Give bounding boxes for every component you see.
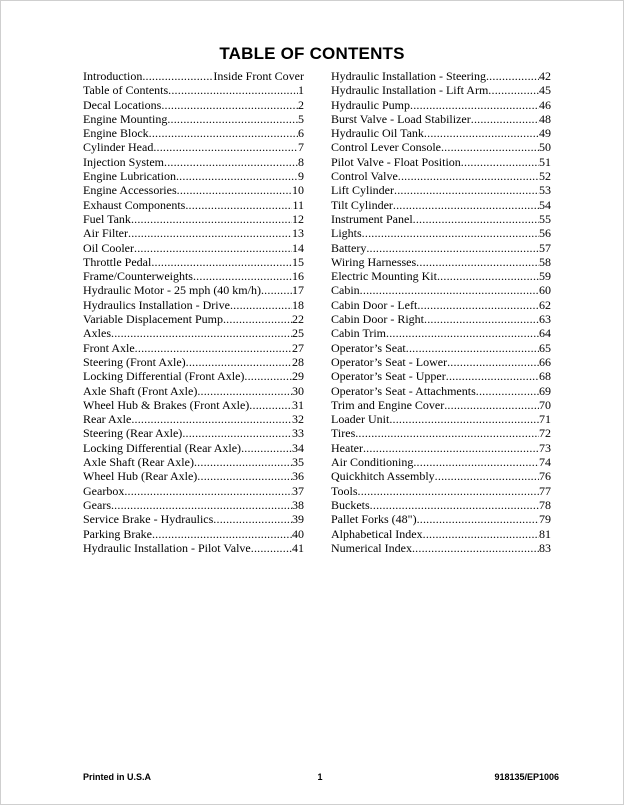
dot-leader (486, 69, 539, 83)
toc-entry (331, 498, 551, 512)
toc-entry-page: 59 (539, 269, 551, 284)
toc-entry (83, 183, 304, 197)
toc-entry-page: 1 (298, 83, 304, 98)
toc-entry-label: Control Valve (331, 169, 398, 184)
toc-entry-page: 39 (292, 512, 304, 527)
toc-entry-label: Parking Brake (83, 526, 152, 541)
dot-leader (398, 169, 539, 183)
toc-entry-page: 55 (539, 211, 551, 226)
dot-leader (244, 369, 292, 383)
toc-entry-label: Operator’s Seat - Lower (331, 354, 448, 369)
toc-entry-label: Electric Mounting Kit (331, 269, 437, 284)
toc-entry-label: Frame/Counterweights (83, 269, 193, 284)
toc-entry (331, 255, 551, 269)
toc-entry-label: Burst Valve - Load Stabilizer (331, 111, 471, 126)
toc-entry-page: 66 (539, 354, 551, 369)
dot-leader (131, 212, 292, 226)
toc-entry-page: 50 (539, 140, 551, 155)
dot-leader (488, 83, 539, 97)
dot-leader (230, 298, 292, 312)
toc-entry-label: Trim and Engine Cover (331, 397, 445, 412)
toc-entry-page: 73 (539, 440, 551, 455)
toc-entry (331, 83, 551, 97)
toc-entry-page: 46 (539, 97, 551, 112)
toc-entry-label: Cabin (331, 283, 360, 298)
toc-entry (331, 112, 551, 126)
dot-leader (360, 283, 539, 297)
toc-entry (83, 541, 304, 555)
toc-entry-label: Wiring Harnesses (331, 254, 417, 269)
toc-entry-page: 14 (292, 240, 304, 255)
toc-entry-page: 62 (539, 297, 551, 312)
toc-entry-label: Tires (331, 426, 356, 441)
toc-entry-page: 45 (539, 83, 551, 98)
toc-entry-label: Hydraulics Installation - Drive (83, 297, 230, 312)
toc-entry (83, 527, 304, 541)
toc-entry-label: Decal Locations (83, 97, 162, 112)
toc-entry-page: 5 (298, 111, 304, 126)
toc-entry (83, 469, 304, 483)
toc-entry (83, 255, 304, 269)
toc-entry-page: 54 (539, 197, 551, 212)
toc-entry (83, 455, 304, 469)
toc-entry-page: 81 (539, 526, 551, 541)
dot-leader (370, 498, 539, 512)
dot-leader (389, 412, 539, 426)
toc-entry-label: Steering (Front Axle) (83, 354, 186, 369)
toc-entry (331, 183, 551, 197)
page-title: TABLE OF CONTENTS (219, 44, 405, 63)
toc-entry-page: 16 (292, 269, 304, 284)
dot-leader (249, 398, 292, 412)
toc-entry (331, 355, 551, 369)
dot-leader (128, 226, 292, 240)
toc-entry-page: 48 (539, 111, 551, 126)
toc-entry (83, 298, 304, 312)
dot-leader (412, 541, 539, 555)
toc-entry-label: Rear Axle (83, 412, 132, 427)
toc-entry-page: 28 (292, 354, 304, 369)
dot-leader (111, 326, 292, 340)
toc-entry-label: Heater (331, 440, 363, 455)
dot-leader (446, 369, 539, 383)
dot-leader (394, 183, 539, 197)
toc-entry-label: Engine Mounting (83, 111, 168, 126)
toc-entry (83, 498, 304, 512)
dot-leader (142, 69, 213, 83)
toc-entry (331, 241, 551, 255)
toc-entry-label: Throttle Pedal (83, 254, 152, 269)
dot-leader (261, 283, 292, 297)
dot-leader (393, 198, 539, 212)
toc-entry-label: Tools (331, 483, 358, 498)
toc-entry-label: Hydraulic Installation - Pilot Valve (83, 540, 251, 555)
toc-entry-label: Air Filter (83, 226, 128, 241)
dot-leader (182, 426, 292, 440)
dot-leader (386, 326, 539, 340)
toc-entry (331, 69, 551, 83)
dot-leader (223, 312, 292, 326)
toc-entry (331, 198, 551, 212)
toc-entry-page: 22 (292, 312, 304, 327)
dot-leader (241, 441, 292, 455)
toc-entry-label: Hydraulic Pump (331, 97, 410, 112)
toc-entry-label: Table of Contents (83, 83, 169, 98)
toc-entry-page: 57 (539, 240, 551, 255)
toc-entry (331, 512, 551, 526)
toc-entry-page: 31 (292, 397, 304, 412)
toc-entry (83, 341, 304, 355)
toc-entry-label: Air Conditioning (331, 455, 414, 470)
toc-entry (83, 112, 304, 126)
toc-entry-label: Service Brake - Hydraulics (83, 512, 214, 527)
toc-entry-label: Fuel Tank (83, 211, 131, 226)
toc-entry-page: 76 (539, 469, 551, 484)
dot-leader (177, 183, 292, 197)
dot-leader (461, 155, 539, 169)
toc-entry (331, 369, 551, 383)
dot-leader (417, 298, 539, 312)
toc-entry (331, 541, 551, 555)
toc-entry-label: Operator’s Seat (331, 340, 406, 355)
toc-entry (331, 527, 551, 541)
toc-entry-page: 13 (292, 226, 304, 241)
toc-entry (331, 384, 551, 398)
toc-entry (83, 269, 304, 283)
toc-entry (83, 212, 304, 226)
toc-entry (331, 484, 551, 498)
toc-entry-label: Buckets (331, 497, 370, 512)
toc-entry-page: 17 (292, 283, 304, 298)
toc-entry (331, 298, 551, 312)
toc-entry-page: 18 (292, 297, 304, 312)
toc-entry-label: Battery (331, 240, 367, 255)
toc-entry-label: Pallet Forks (48") (331, 512, 417, 527)
toc-entry-label: Alphabetical Index (331, 526, 423, 541)
toc-entry-label: Injection System (83, 154, 164, 169)
toc-entry-page: 78 (539, 497, 551, 512)
toc-entry (83, 384, 304, 398)
toc-entry-page: 52 (539, 169, 551, 184)
toc-entry-page: 83 (539, 540, 551, 555)
dot-leader (176, 169, 298, 183)
toc-entry-label: Gearbox (83, 483, 125, 498)
toc-entry-label: Hydraulic Oil Tank (331, 126, 424, 141)
dot-leader (135, 341, 292, 355)
toc-entry-label: Operator’s Seat - Upper (331, 369, 446, 384)
toc-entry-page: 33 (292, 426, 304, 441)
toc-entry-label: Quickhitch Assembly (331, 469, 435, 484)
toc-entry-label: Locking Differential (Front Axle) (83, 369, 245, 384)
toc-entry-page: 49 (539, 126, 551, 141)
toc-entry (331, 455, 551, 469)
toc-entry-label: Hydraulic Installation - Lift Arm (331, 83, 489, 98)
dot-leader (134, 241, 292, 255)
dot-leader (435, 469, 539, 483)
dot-leader (197, 384, 292, 398)
toc-entry-label: Wheel Hub & Brakes (Front Axle) (83, 397, 250, 412)
toc-entry-page: 34 (292, 440, 304, 455)
dot-leader (437, 269, 539, 283)
toc-entry-label: Tilt Cylinder (331, 197, 393, 212)
toc-entry-label: Front Axle (83, 340, 135, 355)
dot-leader (186, 355, 292, 369)
dot-leader (447, 355, 539, 369)
toc-entry-label: Gears (83, 497, 111, 512)
dot-leader (167, 112, 298, 126)
toc-entry (83, 126, 304, 140)
toc-entry-label: Cabin Door - Right (331, 312, 424, 327)
toc-entry (83, 283, 304, 297)
toc-entry (331, 469, 551, 483)
toc-entry (331, 341, 551, 355)
toc-entry-page: Inside Front Cover (213, 69, 304, 83)
dot-leader (111, 498, 292, 512)
toc-entry (83, 398, 304, 412)
toc-entry-label: Loader Unit (331, 412, 390, 427)
toc-entry (331, 312, 551, 326)
dot-leader (153, 140, 298, 154)
dot-leader (406, 341, 539, 355)
toc-entry-page: 51 (539, 154, 551, 169)
toc-entry (331, 269, 551, 283)
toc-left-column (83, 69, 304, 555)
toc-entry-page: 60 (539, 283, 551, 298)
toc-entry-page: 58 (539, 254, 551, 269)
toc-entry (83, 169, 304, 183)
toc-entry-page: 56 (539, 226, 551, 241)
toc-entry (331, 98, 551, 112)
toc-entry-page: 10 (292, 183, 304, 198)
toc-entry-label: Cabin Door - Left (331, 297, 418, 312)
toc-entry-page: 27 (292, 340, 304, 355)
dot-leader (410, 98, 539, 112)
toc-entry (83, 412, 304, 426)
toc-entry-page: 42 (539, 69, 551, 83)
dot-leader (164, 155, 298, 169)
toc-entry-page: 63 (539, 312, 551, 327)
toc-entry-page: 32 (292, 412, 304, 427)
footer-page-number: 1 (317, 772, 323, 782)
toc-entry-page: 41 (292, 540, 304, 555)
dot-leader (444, 398, 539, 412)
toc-entry (331, 226, 551, 240)
toc-entry-page: 71 (539, 412, 551, 427)
toc-entry (83, 326, 304, 340)
dot-leader (355, 426, 539, 440)
toc-entry (83, 98, 304, 112)
toc-entry-label: Wheel Hub (Rear Axle) (83, 469, 198, 484)
toc-entry-page: 65 (539, 340, 551, 355)
toc-entry (83, 426, 304, 440)
toc-entry-page: 68 (539, 369, 551, 384)
dot-leader (424, 312, 539, 326)
toc-entry-page: 40 (292, 526, 304, 541)
toc-entry-label: Oil Cooler (83, 240, 134, 255)
toc-entry (83, 155, 304, 169)
toc-entry-page: 74 (539, 455, 551, 470)
footer-printed-in: Printed in U.S.A (83, 772, 152, 782)
toc-entry (331, 426, 551, 440)
toc-entry-page: 37 (292, 483, 304, 498)
toc-entry-label: Instrument Panel (331, 211, 413, 226)
dot-leader (161, 98, 298, 112)
toc-entry-page: 53 (539, 183, 551, 198)
dot-leader (197, 469, 292, 483)
dot-leader (194, 455, 292, 469)
toc-entry-page: 7 (298, 140, 304, 155)
dot-leader (417, 512, 539, 526)
toc-entry-label: Variable Displacement Pump (83, 312, 223, 327)
toc-entry-label: Control Lever Console (331, 140, 441, 155)
toc-entry (331, 126, 551, 140)
toc-entry-label: Hydraulic Motor - 25 mph (40 km/h) (83, 283, 261, 298)
toc-entry (83, 69, 304, 83)
dot-leader (471, 112, 539, 126)
toc-entry-page: 64 (539, 326, 551, 341)
dot-leader (152, 527, 292, 541)
toc-entry (83, 241, 304, 255)
dot-leader (413, 455, 539, 469)
toc-entry (83, 198, 304, 212)
toc-entry-page: 36 (292, 469, 304, 484)
toc-entry-label: Engine Accessories (83, 183, 177, 198)
toc-entry (331, 155, 551, 169)
toc-entry (331, 326, 551, 340)
toc-entry-page: 12 (292, 211, 304, 226)
toc-entry-page: 35 (292, 455, 304, 470)
toc-entry (83, 512, 304, 526)
dot-leader (423, 527, 539, 541)
toc-entry-page: 72 (539, 426, 551, 441)
toc-entry-label: Lift Cylinder (331, 183, 394, 198)
toc-entry-label: Cabin Trim (331, 326, 387, 341)
dot-leader (476, 384, 539, 398)
dot-leader (151, 255, 292, 269)
toc-entry (83, 312, 304, 326)
toc-entry-label: Hydraulic Installation - Steering (331, 69, 486, 83)
toc-entry-page: 6 (298, 126, 304, 141)
dot-leader (185, 198, 292, 212)
toc-entry-label: Axle Shaft (Front Axle) (83, 383, 198, 398)
toc-entry (331, 441, 551, 455)
dot-leader (441, 140, 539, 154)
toc-entry (83, 484, 304, 498)
dot-leader (149, 126, 298, 140)
dot-leader (413, 212, 539, 226)
toc-entry-page: 70 (539, 397, 551, 412)
toc-right-column (331, 69, 551, 555)
toc-entry (83, 83, 304, 97)
toc-entry (331, 283, 551, 297)
toc-entry (331, 169, 551, 183)
toc-entry-page: 79 (539, 512, 551, 527)
footer-document-code: 918135/EP1006 (494, 772, 559, 782)
toc-entry-page: 2 (298, 97, 304, 112)
toc-entry-label: Locking Differential (Rear Axle) (83, 440, 242, 455)
toc-entry-page: 29 (292, 369, 304, 384)
toc-entry-label: Steering (Rear Axle) (83, 426, 183, 441)
toc-entry-label: Engine Lubrication (83, 169, 176, 184)
dot-leader (131, 412, 292, 426)
toc-entry-page: 15 (292, 254, 304, 269)
toc-entry-label: Axles (83, 326, 111, 341)
toc-entry (83, 441, 304, 455)
toc-entry-page: 38 (292, 497, 304, 512)
toc-entry-label: Axle Shaft (Rear Axle) (83, 455, 194, 470)
dot-leader (358, 484, 540, 498)
toc-entry-label: Introduction (83, 69, 143, 83)
dot-leader (213, 512, 292, 526)
toc-entry-label: Lights (331, 226, 362, 241)
toc-entry-page: 77 (539, 483, 551, 498)
dot-leader (124, 484, 292, 498)
toc-entry-page: 9 (298, 169, 304, 184)
toc-entry-label: Engine Block (83, 126, 149, 141)
toc-entry-page: 25 (292, 326, 304, 341)
toc-entry (331, 398, 551, 412)
dot-leader (416, 255, 539, 269)
toc-entry-page: 8 (298, 154, 304, 169)
toc-entry (331, 140, 551, 154)
toc-entry-label: Cylinder Head (83, 140, 154, 155)
toc-entry (83, 140, 304, 154)
toc-entry-label: Operator’s Seat - Attachments (331, 383, 476, 398)
toc-entry (331, 212, 551, 226)
toc-entry-page: 30 (292, 383, 304, 398)
dot-leader (193, 269, 292, 283)
toc-entry-page: 11 (292, 197, 304, 212)
dot-leader (168, 83, 298, 97)
toc-entry (83, 226, 304, 240)
dot-leader (363, 441, 539, 455)
toc-entry (83, 369, 304, 383)
toc-entry-label: Exhaust Components (83, 197, 186, 212)
toc-entry-label: Numerical Index (331, 540, 412, 555)
toc-entry (83, 355, 304, 369)
toc-entry (331, 412, 551, 426)
dot-leader (251, 541, 292, 555)
dot-leader (424, 126, 539, 140)
dot-leader (362, 226, 539, 240)
dot-leader (366, 241, 539, 255)
toc-entry-page: 69 (539, 383, 551, 398)
toc-entry-label: Pilot Valve - Float Position (331, 154, 461, 169)
